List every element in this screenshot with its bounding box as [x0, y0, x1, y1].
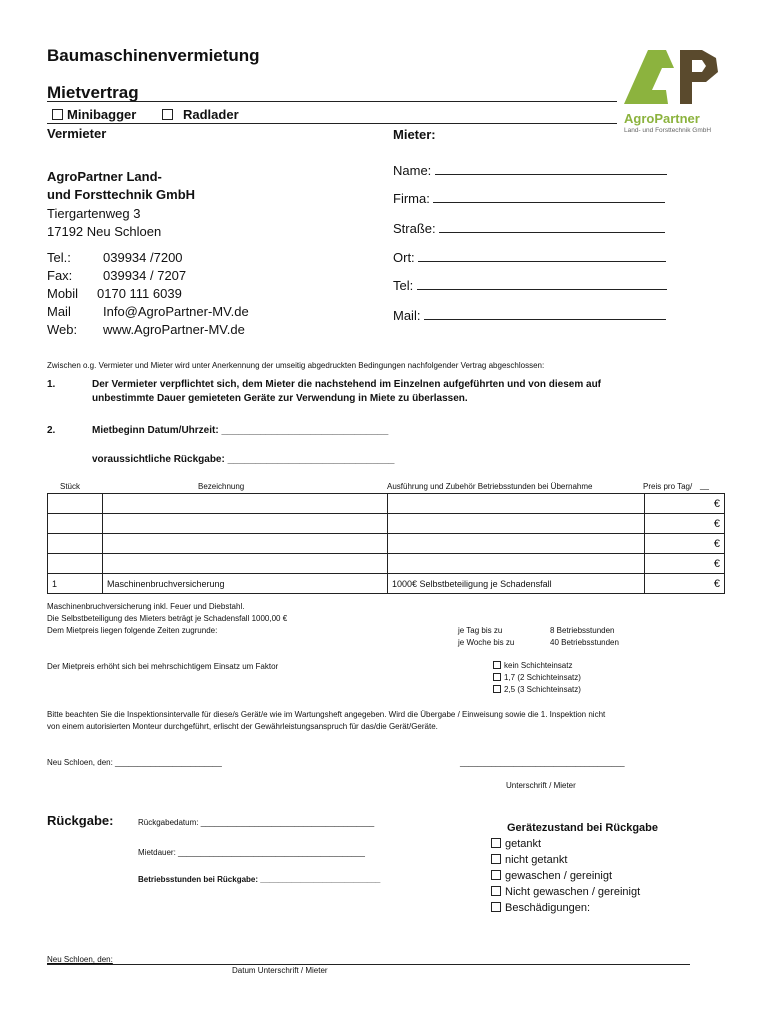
table-cell[interactable] — [388, 534, 645, 554]
rueckgabe-estimate-field[interactable]: voraussichtliche Rückgabe: ______________________________ — [92, 454, 395, 465]
vermieter-city: 17192 Neu Schloen — [47, 224, 162, 239]
mietbeginn-field[interactable]: Mietbeginn Datum/Uhrzeit: ______________________________ — [92, 425, 389, 436]
checkbox-label: Minibagger — [67, 107, 137, 122]
divider — [47, 123, 617, 124]
inspection-note-2: von einem autorisierten Monteur durchgeführt, erlischt der Gewährleistungsanspruch für das/die Gerät/Geräte. — [47, 722, 438, 731]
zustand-option[interactable] — [491, 902, 590, 914]
table-cell[interactable]: 1 — [48, 574, 103, 594]
logo-tagline: Land- und Forsttechnik GmbH — [624, 127, 712, 134]
company-logo — [622, 46, 722, 136]
field-input-line[interactable] — [433, 202, 665, 203]
divider — [47, 101, 617, 102]
checkbox-icon — [493, 661, 501, 669]
rueckgabedatum-field[interactable]: Rückgabedatum: _______________________________________ — [138, 818, 375, 827]
contact-label: Fax: — [47, 268, 73, 283]
inspection-note-1: Bitte beachten Sie die Inspektionsintervalle für diese/s Gerät/e wie im Wartungsheft angegeben. Wird die Übergabe / Einweisung sowie die 1. Inspektion nicht — [47, 710, 606, 719]
option-label: kein Schichteinsatz — [504, 661, 573, 670]
option-label: Nicht gewaschen / gereinigt — [505, 886, 641, 898]
vermieter-label: Vermieter — [47, 126, 107, 141]
checkbox-icon — [491, 870, 501, 880]
checkbox-icon — [52, 109, 63, 120]
field-label: Tel: — [393, 278, 414, 293]
zustand-option[interactable] — [491, 838, 541, 850]
ap-logo-icon — [622, 46, 722, 108]
footer-signature-line[interactable] — [47, 964, 690, 965]
checkbox-label: Radlader — [183, 107, 239, 122]
clause-number: 1. — [47, 379, 56, 390]
field-label: Ort: — [393, 250, 415, 265]
woche-value: 40 Betriebsstunden — [550, 638, 619, 647]
contact-label: Mobil — [47, 286, 79, 301]
factor-option[interactable] — [493, 673, 581, 682]
checkbox-icon — [493, 673, 501, 681]
field-input-line[interactable] — [424, 319, 666, 320]
contact-email[interactable]: Info@AgroPartner-MV.de — [103, 304, 249, 319]
zustand-option[interactable] — [491, 870, 612, 882]
checkbox-icon — [491, 838, 501, 848]
field-input-line[interactable] — [435, 174, 667, 175]
table-cell[interactable]: Maschinenbruchversicherung — [103, 574, 388, 594]
mieter-strasse-field[interactable] — [393, 221, 665, 236]
field-label: Firma: — [393, 191, 430, 206]
equipment-table — [47, 493, 725, 594]
intro-text: Zwischen o.g. Vermieter und Mieter wird unter Anerkennung der umseitig abgedruckten Bedingungen nachfolgender Vertrag abgeschlossen: — [47, 361, 545, 370]
document-subtitle: Mietvertrag — [47, 83, 139, 102]
table-header: Stück — [60, 482, 81, 491]
clause-1-line-1: Der Vermieter verpflichtet sich, dem Mieter die nachstehend im Einzelnen aufgeführten und von diesem auf — [92, 379, 602, 390]
table-row — [48, 534, 725, 554]
signature-line[interactable]: _____________________________________ — [460, 758, 625, 767]
checkbox-radlader[interactable] — [162, 107, 239, 122]
field-label: Name: — [393, 163, 432, 178]
table-row — [48, 574, 725, 594]
option-label: 2,5 (3 Schichteinsatz) — [504, 685, 581, 694]
mieter-firma-field[interactable] — [393, 191, 665, 206]
vermieter-street: Tiergartenweg 3 — [47, 206, 141, 221]
checkbox-minibagger[interactable] — [52, 107, 136, 122]
contact-label: Tel.: — [47, 250, 71, 265]
factor-text: Der Mietpreis erhöht sich bei mehrschichtigem Einsatz um Faktor — [47, 662, 279, 671]
checkbox-icon — [491, 886, 501, 896]
price-cell[interactable]: € — [645, 574, 725, 594]
signature-label: Unterschrift / Mieter — [506, 781, 576, 790]
tag-value: 8 Betriebsstunden — [550, 626, 615, 635]
table-cell[interactable]: 1000€ Selbstbeteiligung je Schadensfall — [388, 574, 645, 594]
price-cell[interactable]: € — [645, 494, 725, 514]
table-cell[interactable] — [103, 534, 388, 554]
option-label: 1,7 (2 Schichteinsatz) — [504, 673, 581, 682]
price-cell[interactable]: € — [645, 514, 725, 534]
contact-label: Mail — [47, 304, 71, 319]
table-row — [48, 554, 725, 574]
field-label: Straße: — [393, 221, 436, 236]
checkbox-icon — [162, 109, 173, 120]
contact-label: Web: — [47, 322, 78, 337]
field-input-line[interactable] — [439, 232, 665, 233]
field-label: Mail: — [393, 308, 421, 323]
table-header: Preis pro Tag/ — [643, 482, 693, 491]
factor-option[interactable] — [493, 685, 581, 694]
table-row — [48, 494, 725, 514]
zustand-option[interactable] — [491, 886, 640, 898]
checkbox-icon — [491, 854, 501, 864]
woche-label: je Woche bis zu — [458, 638, 515, 647]
zustand-option[interactable] — [491, 854, 567, 866]
mieter-label: Mieter: — [393, 127, 436, 142]
contact-phone: 039934 /7200 — [103, 250, 183, 265]
footer-place-date[interactable]: Neu Schloen, den: — [47, 955, 113, 964]
price-cell[interactable]: € — [645, 554, 725, 574]
table-cell[interactable] — [48, 554, 103, 574]
option-label: nicht getankt — [505, 854, 568, 866]
rueckgabe-heading: Rückgabe: — [47, 813, 114, 828]
table-cell[interactable] — [103, 514, 388, 534]
mieter-ort-field[interactable] — [393, 250, 666, 265]
option-label: getankt — [505, 838, 542, 850]
mieter-tel-field[interactable] — [393, 278, 667, 293]
mieter-mail-field[interactable] — [393, 308, 666, 323]
table-header: Bezeichnung — [198, 482, 245, 491]
table-cell[interactable] — [48, 494, 103, 514]
table-cell[interactable] — [388, 514, 645, 534]
mieter-name-field[interactable] — [393, 163, 667, 178]
price-cell[interactable]: € — [645, 534, 725, 554]
field-input-line[interactable] — [417, 289, 667, 290]
insurance-note: Maschinenbruchversicherung inkl. Feuer und Diebstahl. — [47, 602, 245, 611]
table-cell[interactable] — [48, 534, 103, 554]
option-label: Beschädigungen: — [505, 902, 591, 914]
vermieter-name-2: und Forsttechnik GmbH — [47, 187, 196, 202]
zustand-heading: Gerätezustand bei Rückgabe — [507, 822, 658, 834]
betriebsstunden-field[interactable]: Betriebsstunden bei Rückgabe: ___________________________ — [138, 875, 381, 884]
contact-website[interactable]: www.AgroPartner-MV.de — [103, 322, 245, 337]
place-date-field[interactable]: Neu Schloen, den: ________________________ — [47, 758, 222, 767]
contact-mobile: 0170 111 6039 — [97, 286, 182, 301]
clause-1-line-2: unbestimmte Dauer gemieteten Geräte zur Verwendung in Miete zu überlassen. — [92, 393, 468, 404]
option-label: gewaschen / gereinigt — [505, 870, 613, 882]
mietdauer-field[interactable]: Mietdauer: __________________________________________ — [138, 848, 365, 857]
document-title: Baumaschinenvermietung — [47, 46, 260, 65]
table-cell[interactable] — [388, 494, 645, 514]
vermieter-name-1: AgroPartner Land- — [47, 169, 162, 184]
field-input-line[interactable] — [418, 261, 666, 262]
factor-option[interactable] — [493, 661, 572, 670]
table-cell[interactable] — [103, 554, 388, 574]
checkbox-icon — [493, 685, 501, 693]
table-cell[interactable] — [103, 494, 388, 514]
table-header: Ausführung und Zubehör Betriebsstunden bei Übernahme — [387, 482, 593, 491]
footer-label: Datum Unterschrift / Mieter — [232, 966, 328, 975]
times-note: Dem Mietpreis liegen folgende Zeiten zugrunde: — [47, 626, 218, 635]
tag-label: je Tag bis zu — [458, 626, 503, 635]
clause-number: 2. — [47, 425, 56, 436]
checkbox-icon — [491, 902, 501, 912]
table-row — [48, 514, 725, 534]
contact-fax: 039934 / 7207 — [103, 268, 187, 283]
table-cell[interactable] — [48, 514, 103, 534]
table-cell[interactable] — [388, 554, 645, 574]
deductible-note: Die Selbstbeteiligung des Mieters beträgt je Schadensfall 1000,00 € — [47, 614, 288, 623]
logo-brand: AgroPartner — [624, 111, 700, 126]
